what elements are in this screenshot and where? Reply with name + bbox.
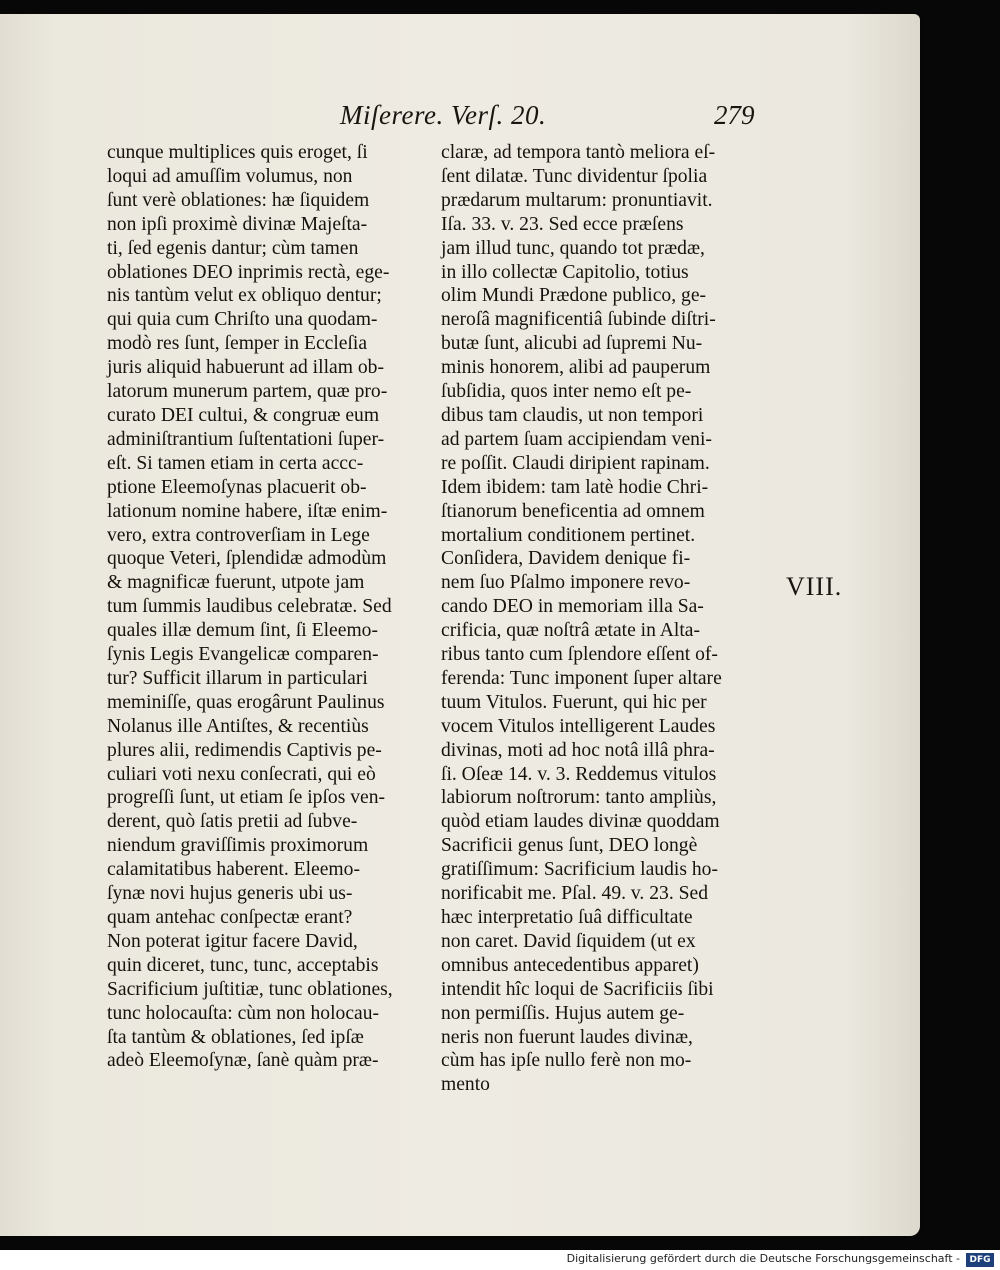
text-line: progreſſi ſunt, ut etiam ſe ipſos ven- xyxy=(107,787,386,809)
footer-credit-text: Digitalisierung gefördert durch die Deutsche Forschungsgemeinschaft - xyxy=(566,1252,960,1265)
text-line: plures alii, redimendis Captivis pe- xyxy=(107,739,382,761)
text-line: niendum graviſſimis proximorum xyxy=(107,835,369,857)
text-line: non permiſſis. Hujus autem ge- xyxy=(441,1002,685,1024)
text-line: intendit hîc loqui de Sacrificiis ſibi xyxy=(441,978,714,1000)
text-line: prædarum multarum: pronuntiavit. xyxy=(441,189,713,211)
text-line: ſi. Oſeæ 14. v. 3. Reddemus vitulos xyxy=(441,763,717,785)
text-line: olim Mundi Prædone publico, ge- xyxy=(441,285,707,307)
text-line: juris aliquid habuerunt ad illam ob- xyxy=(107,357,384,379)
page-number: 279 xyxy=(714,100,755,130)
text-line: nis tantùm velut ex obliquo dentur; xyxy=(107,285,382,307)
digitization-footer xyxy=(0,1250,1000,1270)
text-line: quam antehac conſpectæ erant? xyxy=(107,907,353,928)
text-line: adeò Eleemoſynæ, ſanè quàm præ- xyxy=(107,1050,379,1072)
text-line: claræ, ad tempora tantò meliora eſ- xyxy=(441,142,716,163)
text-line: derent, quò ſatis pretii ad ſubve- xyxy=(107,811,358,833)
text-line: ribus tanto cum ſplendore eſſent of- xyxy=(441,644,718,666)
text-line: ſunt verè oblationes: hæ ſiquidem xyxy=(107,189,370,211)
text-line: oblationes DEO inprimis rectà, ege- xyxy=(107,261,390,283)
text-line: ſynæ novi hujus generis ubi us- xyxy=(107,883,353,905)
text-line: ſta tantùm & oblationes, ſed ipſæ xyxy=(107,1026,364,1048)
text-line: meminiſſe, quas erogârunt Paulinus xyxy=(107,691,385,713)
text-line: tuum Vitulos. Fuerunt, qui hic per xyxy=(441,691,707,713)
text-line: ptione Eleemoſynas placuerit ob- xyxy=(107,476,367,498)
text-line: non caret. David ſiquidem (ut ex xyxy=(441,930,696,952)
text-line: cando DEO in memoriam illa Sa- xyxy=(441,596,704,618)
text-line: quales illæ demum ſint, ſi Eleemo- xyxy=(107,620,379,642)
text-line: loqui ad amuſſim volumus, non xyxy=(107,165,353,187)
text-line: tunc holocauſta: cùm non holocau- xyxy=(107,1002,380,1024)
text-line: calamitatibus haberent. Eleemo- xyxy=(107,859,360,881)
text-line: omnibus antecedentibus apparet) xyxy=(441,954,699,976)
text-line: divinas, moti ad hoc notâ illâ phra- xyxy=(441,739,715,761)
text-line: adminiſtrantium ſuſtentationi ſuper- xyxy=(107,428,385,450)
text-line: Nolanus ille Antiſtes, & recentiùs xyxy=(107,715,369,737)
text-line: culiari voti nexu conſecrati, qui eò xyxy=(107,763,376,785)
text-line: dibus tam claudis, ut non tempori xyxy=(441,404,704,426)
text-line: Idem ibidem: tam latè hodie Chri- xyxy=(441,476,709,498)
text-line: ſent dilatæ. Tunc dividentur ſpolia xyxy=(441,165,708,187)
text-line: hæc interpretatio ſuâ difficultate xyxy=(441,907,693,928)
text-line: modò res ſunt, ſemper in Eccleſia xyxy=(107,333,368,355)
text-line: cunque multiplices quis eroget, ſi xyxy=(107,142,368,163)
text-line: neris non fuerunt laudes divinæ, xyxy=(441,1026,693,1048)
right-text-column xyxy=(441,141,763,1097)
text-line: quòd etiam laudes divinæ quoddam xyxy=(441,811,720,833)
text-line: & magnificæ fuerunt, utpote jam xyxy=(107,572,365,594)
text-line: jam illud tunc, quando tot prædæ, xyxy=(441,237,705,259)
text-line: ſtianorum beneficentia ad omnem xyxy=(441,500,705,522)
text-line: quoque Veteri, ſplendidæ admodùm xyxy=(107,548,387,570)
text-line: tum ſummis laudibus celebratæ. Sed xyxy=(107,596,392,618)
margin-section-numeral: VIII. xyxy=(786,572,843,601)
text-line: qui quia cum Chriſto una quodam- xyxy=(107,309,378,331)
text-line: ferenda: Tunc imponent ſuper altare xyxy=(441,667,722,689)
book-page xyxy=(0,14,920,1236)
text-line: ſynis Legis Evangelicæ comparen- xyxy=(107,644,379,666)
left-text-column xyxy=(107,141,429,1073)
text-line: vero, extra controverſiam in Lege xyxy=(107,524,370,546)
text-line: ad partem ſuam accipiendam veni- xyxy=(441,428,712,450)
text-line: crificia, quæ noſtrâ ætate in Alta- xyxy=(441,620,700,642)
text-line: cùm has ipſe nullo ferè non mo- xyxy=(441,1050,692,1072)
text-line: minis honorem, alibi ad pauperum xyxy=(441,357,711,379)
text-line: tur? Sufficit illarum in particulari xyxy=(107,667,368,689)
text-line: Non poterat igitur facere David, xyxy=(107,930,358,952)
text-line: norificabit me. Pſal. 49. v. 23. Sed xyxy=(441,883,709,905)
text-line: Sacrificii genus ſunt, DEO longè xyxy=(441,835,698,857)
text-line: Sacrificium juſtitiæ, tunc oblationes, xyxy=(107,978,393,1000)
text-line: butæ ſunt, alicubi ad ſupremi Nu- xyxy=(441,333,703,355)
text-line: re poſſit. Claudi diripient rapinam. xyxy=(441,452,710,474)
text-line: neroſâ magnificentiâ ſubinde diſtri- xyxy=(441,309,716,331)
text-line: quin diceret, tunc, tunc, acceptabis xyxy=(107,954,379,976)
text-line: latorum munerum partem, quæ pro- xyxy=(107,381,388,403)
text-line: non ipſi proximè divinæ Majeſta- xyxy=(107,213,368,235)
text-line: in illo collectæ Capitolio, totius xyxy=(441,261,689,283)
text-line: Iſa. 33. v. 23. Sed ecce præſens xyxy=(441,213,684,235)
text-line: lationum nomine habere, iſtæ enim- xyxy=(107,500,388,522)
text-line: ti, ſed egenis dantur; cùm tamen xyxy=(107,237,359,259)
text-line: nem ſuo Pſalmo imponere revo- xyxy=(441,572,691,594)
text-line: mortalium conditionem pertinet. xyxy=(441,524,696,546)
text-line: Conſidera, Davidem denique fi- xyxy=(441,548,691,570)
text-line: labiorum noſtrorum: tanto ampliùs, xyxy=(441,787,717,809)
text-line: vocem Vitulos intelligerent Laudes xyxy=(441,715,716,737)
text-line: ſubſidia, quos inter nemo eſt pe- xyxy=(441,381,692,403)
running-head: Miſerere. Verſ. 20. xyxy=(340,100,547,130)
text-line: eſt. Si tamen etiam in certa accc- xyxy=(107,452,364,474)
text-line: curato DEI cultui, & congruæ eum xyxy=(107,404,380,426)
text-line: mento xyxy=(441,1074,490,1096)
text-line: gratiſſimum: Sacrificium laudis ho- xyxy=(441,859,718,881)
dfg-logo: DFG xyxy=(966,1253,994,1267)
